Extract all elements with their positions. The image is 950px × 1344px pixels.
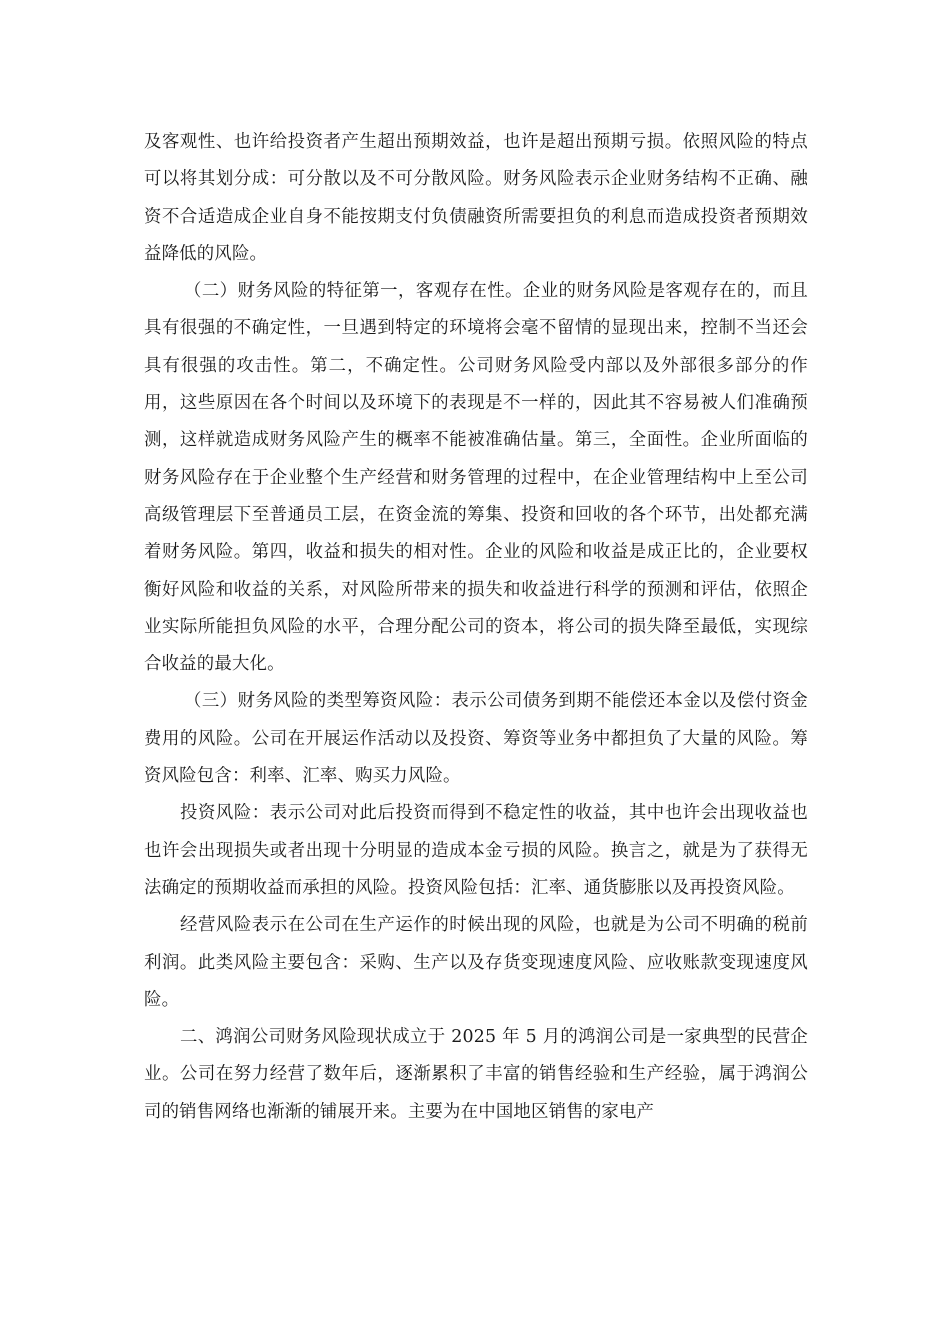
paragraph-risk-characteristics: （二）财务风险的特征第一，客观存在性。企业的财务风险是客观存在的，而且具有很强的不确定性，一旦遇到特定的环境将会毫不留情的显现出来，控制不当还会具有很强的攻击性。第二，不确定性。公司财务风险受内部以及外部很多部分的作用，这些原因在各个时间以及环境下的表现是不一样的，因此其不容易被人们准确预测，这样就造成财务风险产生的概率不能被准确估量。第三，全面性。企业所面临的财务风险存在于企业整个生产经营和财务管理的过程中，在企业管理结构中上至公司高级管理层下至普通员工层，在资金流的筹集、投资和回收的各个环节，出处都充满着财务风险。第四，收益和损失的相对性。企业的风险和收益是成正比的，企业要权衡好风险和收益的关系，对风险所带来的损失和收益进行科学的预测和评估，依照企业实际所能担负风险的水平，合理分配公司的资本，将公司的损失降至最低，实现综合收益的最大化。	[144, 281, 808, 675]
paragraph-investment-risk: 投资风险：表示公司对此后投资而得到不稳定性的收益，其中也许会出现收益也也许会出现损失或者出现十分明显的造成本金亏损的风险。换言之，就是为了获得无法确定的预期收益而承担的风险。投资风险包括：汇率、通货膨胀以及再投资风险。	[144, 803, 808, 898]
paragraph-company-status: 二、鸿润公司财务风险现状成立于 2025 年 5 月的鸿润公司是一家典型的民营企业。公司在努力经营了数年后，逐渐累积了丰富的销售经验和生产经验，属于鸿润公司的销售网络也渐渐的铺展开来。主要为在中国地区销售的家电产	[144, 1027, 808, 1122]
document-body	[144, 124, 808, 1131]
paragraph-risk-definition: 及客观性、也许给投资者产生超出预期效益，也许是超出预期亏损。依照风险的特点可以将其划分成：可分散以及不可分散风险。财务风险表示企业财务结构不正确、融资不合适造成企业自身不能按期支付负债融资所需要担负的利息而造成投资者预期效益降低的风险。	[144, 132, 808, 264]
paragraph-operating-risk: 经营风险表示在公司在生产运作的时候出现的风险，也就是为公司不明确的税前利润。此类风险主要包含：采购、生产以及存货变现速度风险、应收账款变现速度风险。	[144, 915, 808, 1010]
paragraph-risk-types: （三）财务风险的类型筹资风险：表示公司债务到期不能偿还本金以及偿付资金费用的风险。公司在开展运作活动以及投资、筹资等业务中都担负了大量的风险。筹资风险包含：利率、汇率、购买力风险。	[144, 691, 808, 787]
